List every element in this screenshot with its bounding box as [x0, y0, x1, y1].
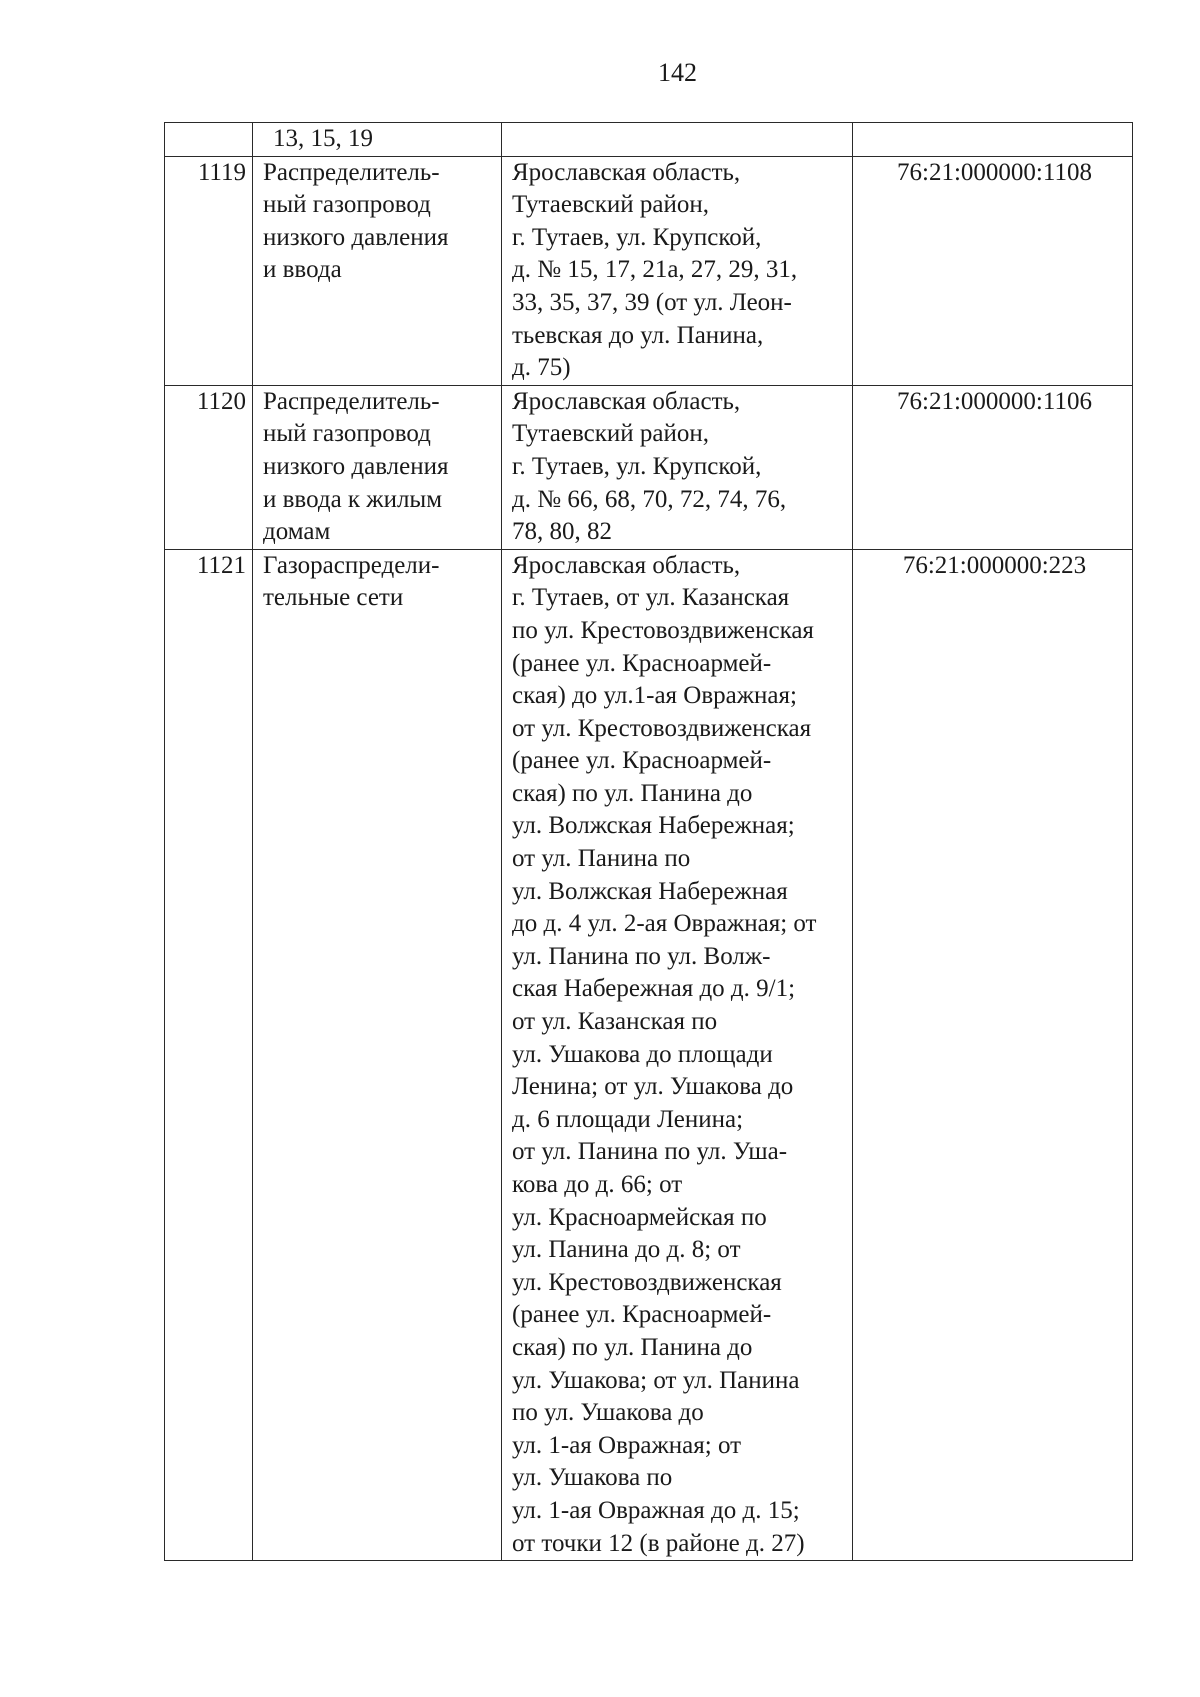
- object-address-line: Ярославская область,: [512, 551, 741, 579]
- object-address-line: ская) по ул. Панина до: [512, 1333, 753, 1361]
- object-name-line: ный газопровод: [263, 420, 431, 448]
- object-name: [253, 123, 502, 157]
- object-address-line: ул. Волжская Набережная;: [512, 812, 795, 840]
- object-address-line: д. 75): [512, 354, 571, 382]
- object-address-line: от ул. Крестовоздвиженская: [512, 714, 812, 742]
- row-number: [165, 123, 253, 157]
- object-address-line: ская Набережная до д. 9/1;: [512, 975, 796, 1003]
- table-row: [165, 156, 1133, 385]
- object-address-line: (ранее ул. Красноармей-: [512, 1301, 772, 1329]
- object-address-line: Тутаевский район,: [512, 420, 709, 448]
- object-address-line: тьевская до ул. Панина,: [512, 321, 764, 349]
- registry-table: [164, 122, 1133, 1561]
- object-address-line: кова до д. 66; от: [512, 1171, 683, 1198]
- object-address: [502, 123, 853, 157]
- object-address-line: ул. Ушакова до площади: [512, 1040, 773, 1068]
- object-address-line: ул. Волжская Набережная: [512, 877, 788, 905]
- object-name-line: тельные сети: [263, 584, 404, 612]
- object-address-line: от ул. Казанская по: [512, 1008, 718, 1036]
- cadastral-number: 76:21:000000:1106: [853, 385, 1133, 549]
- object-name-line: Распределитель-: [263, 387, 440, 415]
- registry-table-body: [165, 123, 1133, 1561]
- object-address-line: г. Тутаев, ул. Крупской,: [512, 223, 762, 251]
- object-address-line: ул. Ушакова; от ул. Панина: [512, 1366, 800, 1394]
- object-address-line: ская) по ул. Панина до: [512, 779, 753, 807]
- object-address-line: Ярославская область,: [512, 387, 741, 415]
- cadastral-number: 76:21:000000:1108: [853, 156, 1133, 385]
- object-address-line: 33, 35, 37, 39 (от ул. Леон-: [512, 288, 792, 316]
- object-address-line: (ранее ул. Красноармей-: [512, 747, 772, 775]
- object-address-line: от ул. Панина по ул. Уша-: [512, 1138, 788, 1166]
- object-address-line: ул. Красноармейская по: [512, 1203, 767, 1231]
- row-number: 1120: [165, 385, 253, 549]
- object-address-line: (ранее ул. Красноармей-: [512, 649, 772, 677]
- object-address-line: д. 6 площади Ленина;: [512, 1105, 744, 1133]
- object-name-line: домам: [263, 518, 331, 546]
- table-row: [165, 123, 1133, 157]
- object-name-line: ный газопровод: [263, 191, 431, 219]
- row-number: 1119: [165, 156, 253, 385]
- object-name-line: Распределитель-: [263, 158, 440, 186]
- object-address-line: д. № 66, 68, 70, 72, 74, 76,: [512, 485, 787, 513]
- object-name-line: 13, 15, 19: [273, 125, 373, 152]
- object-address-line: от ул. Панина по: [512, 845, 691, 873]
- object-address-line: ул. 1-ая Овражная до д. 15;: [512, 1496, 800, 1524]
- object-address-line: ул. Панина до д. 8; от: [512, 1236, 741, 1264]
- object-address-line: от точки 12 (в районе д. 27): [512, 1529, 805, 1557]
- cadastral-number: 76:21:000000:223: [853, 549, 1133, 1560]
- object-name-line: низкого давления: [263, 452, 449, 480]
- object-name: [253, 385, 502, 549]
- object-name-line: низкого давления: [263, 223, 449, 251]
- row-number: 1121: [165, 549, 253, 1560]
- object-address-line: по ул. Крестовоздвиженская: [512, 616, 814, 644]
- object-address-line: Тутаевский район,: [512, 191, 709, 219]
- object-name-line: и ввода к жилым: [263, 485, 443, 513]
- object-address-line: до д. 4 ул. 2-ая Овражная; от: [512, 910, 817, 938]
- object-address-line: 78, 80, 82: [512, 518, 612, 546]
- page-number: 142: [658, 58, 697, 87]
- cadastral-number: [853, 123, 1133, 157]
- object-name: [253, 549, 502, 1560]
- object-address-line: д. № 15, 17, 21а, 27, 29, 31,: [512, 256, 798, 284]
- object-name: [253, 156, 502, 385]
- object-address: [502, 156, 853, 385]
- table-row: [165, 385, 1133, 549]
- table-row: [165, 549, 1133, 1560]
- object-address-line: ул. Панина по ул. Волж-: [512, 942, 771, 970]
- object-name-line: и ввода: [263, 256, 342, 284]
- object-name-line: Газораспредели-: [263, 551, 440, 579]
- object-address-line: ул. 1-ая Овражная; от: [512, 1431, 742, 1459]
- object-address: [502, 385, 853, 549]
- object-address-line: ул. Ушакова по: [512, 1464, 673, 1492]
- object-address-line: по ул. Ушакова до: [512, 1399, 704, 1427]
- object-address-line: г. Тутаев, от ул. Казанская: [512, 584, 790, 612]
- object-address-line: ская) до ул.1-ая Овражная;: [512, 682, 797, 710]
- object-address-line: г. Тутаев, ул. Крупской,: [512, 452, 762, 480]
- object-address-line: Ленина; от ул. Ушакова до: [512, 1073, 794, 1101]
- object-address: [502, 549, 853, 1560]
- object-address-line: ул. Крестовоздвиженская: [512, 1268, 782, 1296]
- object-address-line: Ярославская область,: [512, 158, 741, 186]
